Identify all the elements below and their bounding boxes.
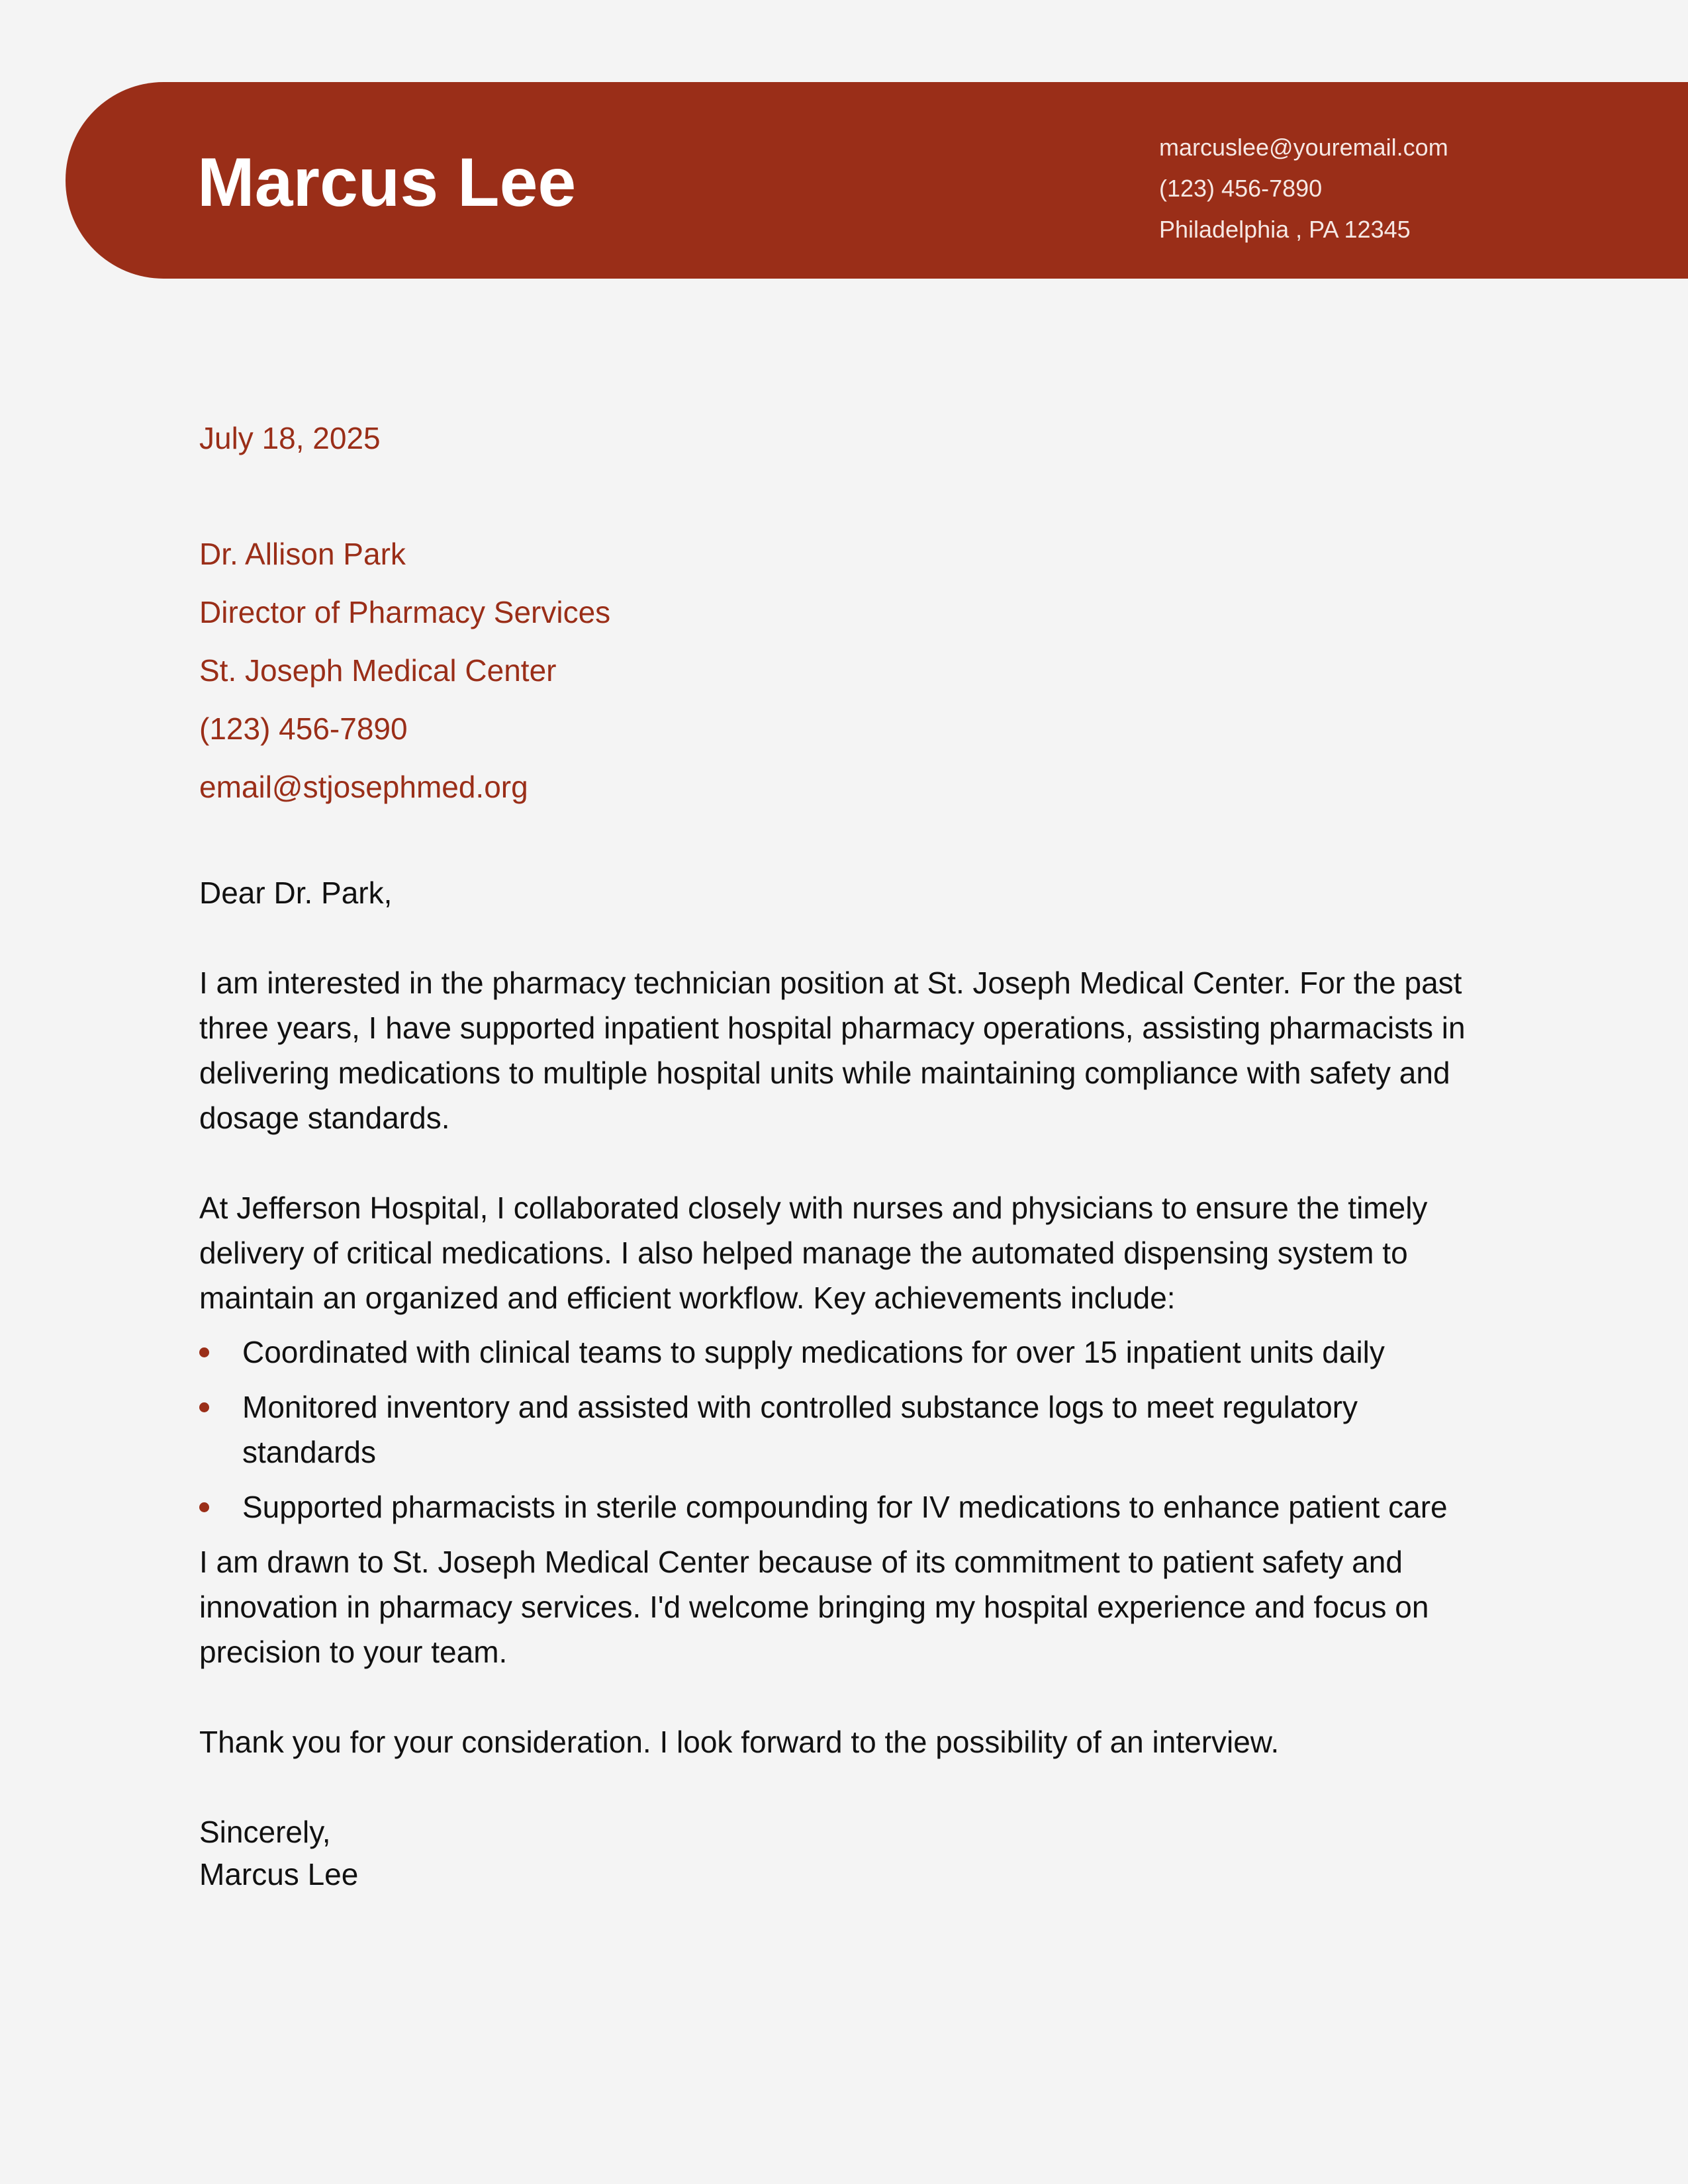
sender-location: Philadelphia , PA 12345 xyxy=(1159,216,1411,243)
bullet-dot-icon xyxy=(199,1347,209,1357)
recipient-phone: (123) 456-7890 xyxy=(199,711,408,746)
letter-date: July 18, 2025 xyxy=(199,421,381,455)
list-item xyxy=(199,1330,1497,1375)
paragraph-experience: At Jefferson Hospital, I collaborated closely with nurses and physicians to ensure the timely delivery of critical medications. I also helped manage the automated dispensing system to maintain an organized and efficient workflow. Key achievements include: xyxy=(199,1191,1428,1315)
recipient-email: email@stjosephmed.org xyxy=(199,770,528,804)
recipient-name: Dr. Allison Park xyxy=(199,537,406,571)
sender-email: marcuslee@youremail.com xyxy=(1159,134,1448,161)
letter-body xyxy=(199,415,1497,1894)
sender-phone: (123) 456-7890 xyxy=(1159,175,1323,202)
paragraph-intro: I am interested in the pharmacy technician position at St. Joseph Medical Center. For the past three years, I have supported inpatient hospital pharmacy operations, assisting pharmacists in delivering medications to multiple hospital units while maintaining compliance with safety and dosage standards. xyxy=(199,966,1466,1135)
closing-phrase: Sincerely, xyxy=(199,1815,331,1849)
achievements-list xyxy=(199,1330,1497,1529)
sender-contact xyxy=(1159,127,1448,250)
salutation: Dear Dr. Park, xyxy=(199,876,393,910)
paragraph-motivation: I am drawn to St. Joseph Medical Center because of its commitment to patient safety and innovation in pharmacy services. I'd welcome bringing my hospital experience and focus on precision to your team. xyxy=(199,1545,1429,1669)
bullet-dot-icon xyxy=(199,1402,209,1412)
achievement-text: Supported pharmacists in sterile compounding for IV medications to enhance patient care xyxy=(242,1490,1448,1524)
recipient-title: Director of Pharmacy Services xyxy=(199,595,611,629)
list-item xyxy=(199,1385,1497,1475)
achievement-text: Monitored inventory and assisted with controlled substance logs to meet regulatory standards xyxy=(242,1390,1358,1469)
bullet-dot-icon xyxy=(199,1502,209,1512)
paragraph-thanks: Thank you for your consideration. I look forward to the possibility of an interview. xyxy=(199,1725,1280,1759)
recipient-block xyxy=(199,525,1497,816)
achievement-text: Coordinated with clinical teams to supply medications for over 15 inpatient units daily xyxy=(242,1335,1385,1369)
recipient-organization: St. Joseph Medical Center xyxy=(199,653,557,688)
header-banner xyxy=(66,82,1688,279)
list-item xyxy=(199,1484,1497,1529)
closing-block xyxy=(199,1809,1497,1894)
sender-name: Marcus Lee xyxy=(197,144,577,221)
signature-name: Marcus Lee xyxy=(199,1857,359,1891)
